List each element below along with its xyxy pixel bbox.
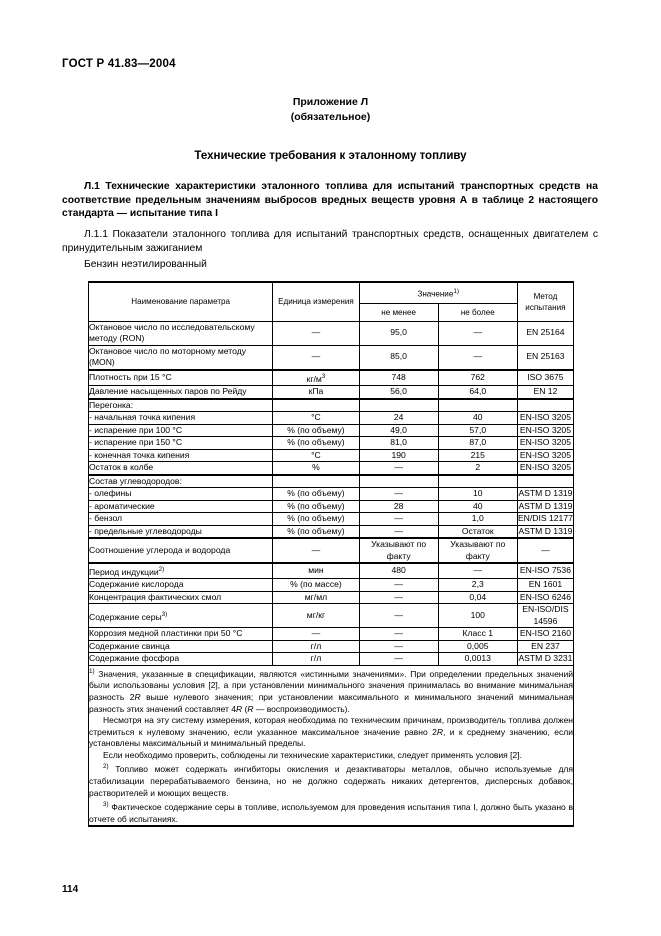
cell-method: EN-ISO 6246: [517, 591, 573, 604]
footnote-1-text: Значения, указанные в спецификации, являются «истинными значениями». При определении предельных значений были использованы условия [2], а при установлении минимального значения принималась во внимание минимальная разность 2R выше нулевого значения; при установлении максимального и минимального значений минимальная разность этих значений составляет 4R (R — воспроизводимость).: [89, 668, 574, 714]
cell-parameter-name: Период индукции$^{2)}$: [89, 563, 273, 579]
cell-min: 28: [359, 500, 438, 513]
table-row: [89, 538, 574, 563]
cell-method: EN-ISO 2160: [517, 628, 573, 641]
cell-method: ASTM D 3231: [518, 653, 573, 664]
cell-max: 2: [438, 462, 517, 475]
cell-min: —: [359, 628, 438, 641]
header-max: не более: [438, 303, 517, 321]
cell-min: 56,0: [359, 386, 438, 399]
cell-unit: мг/кг: [273, 604, 359, 628]
table-row: [89, 628, 574, 641]
footnote-2: [89, 761, 573, 799]
cell-max: 100: [438, 604, 517, 628]
cell-max: 0,0013: [438, 653, 517, 666]
cell-parameter-name: - испарение при 150 °C: [89, 437, 273, 450]
cell-min: 49,0: [359, 424, 438, 437]
cell-min: 85,0: [359, 345, 438, 370]
cell-parameter-name: Концентрация фактических смол: [89, 591, 273, 604]
cell-method: EN 25164: [517, 321, 573, 345]
cell-max: [438, 399, 517, 412]
appendix-type: (обязательное): [290, 111, 371, 123]
cell-parameter-name: - ароматические: [89, 500, 273, 513]
cell-min: 24: [359, 412, 438, 425]
table-row: [89, 449, 574, 462]
cell-min: [359, 475, 438, 488]
cell-parameter-name: - конечная точка кипения: [89, 449, 273, 462]
cell-max: 0,005: [438, 640, 517, 653]
cell-parameter-name: Перегонка:: [89, 399, 273, 412]
table-row: [89, 399, 574, 412]
cell-min: —: [359, 579, 438, 592]
table-row: [89, 386, 574, 399]
table-row: [89, 563, 574, 579]
cell-max: 762: [438, 370, 517, 386]
header-name: Наименование параметра: [89, 282, 273, 321]
cell-unit: [273, 475, 359, 488]
page-number: 114: [62, 884, 79, 895]
cell-parameter-name: Содержание кислорода: [89, 579, 273, 592]
cell-parameter-name: Плотность при 15 °C: [89, 370, 273, 386]
cell-method: EN-ISO 3205: [517, 412, 573, 425]
cell-min: 95,0: [359, 321, 438, 345]
cell-unit: % (по объему): [273, 437, 359, 450]
cell-method: EN-ISO 3205: [517, 437, 573, 450]
cell-unit: —: [273, 345, 359, 370]
cell-min: 81,0: [359, 437, 438, 450]
paragraph-petrol: [62, 258, 598, 272]
cell-method: EN-ISO 3205: [517, 462, 573, 475]
footnotes-cell: [89, 665, 574, 826]
table-foot: [89, 665, 574, 826]
footnote-2-text: Топливо может содержать ингибиторы окисления и дезактиваторы металлов, обычно используемые для стабилизации перерабатываемого бензина, но не должно содержать никаких детергентов, дисперсных добавок, растворителей и моющих веществ.: [89, 764, 573, 798]
cell-parameter-name: - предельные углеводороды: [89, 525, 273, 538]
cell-max: 1,0: [438, 513, 517, 526]
cell-method: EN-ISO 7536: [517, 563, 573, 579]
cell-parameter-name: Давление насыщенных паров по Рейду: [89, 386, 273, 399]
cell-min: —: [359, 591, 438, 604]
table-row: [89, 424, 574, 437]
header-value-group-footnote: 1): [453, 288, 459, 295]
cell-method: ASTM D 1319: [518, 500, 573, 511]
cell-parameter-name: Коррозия медной пластинки при 50 °C: [89, 628, 273, 641]
footnote-3-text: Фактическое содержание серы в топливе, используемом для проведения испытания типа I, должно быть указано в отчете об испытаниях.: [89, 801, 573, 824]
fuel-spec-table: [88, 281, 574, 827]
cell-parameter-name: Содержание фосфора: [89, 653, 273, 666]
footnote-1-marker: 1): [89, 667, 95, 675]
footnote-1-para3: Если необходимо проверить, соблюдены ли технические характеристики, следует применять условия [2].: [103, 749, 522, 760]
table-row: [89, 591, 574, 604]
cell-method: EN 237: [517, 640, 573, 653]
footnote-1: [89, 666, 573, 715]
cell-parameter-name: Октановое число по исследовательскому методу (RON): [89, 321, 273, 345]
cell-parameter-name: - олефины: [89, 488, 273, 501]
page-title: Технические требования к эталонному топливу: [194, 150, 467, 162]
cell-parameter-name: - начальная точка кипения: [89, 412, 273, 425]
cell-unit: % (по объему): [273, 424, 359, 437]
cell-max: —: [438, 563, 517, 579]
header-method: Метод испытания: [517, 282, 573, 321]
cell-unit: г/л: [273, 640, 359, 653]
table-row: [89, 500, 574, 513]
cell-max: —: [438, 345, 517, 370]
cell-method: EN 12: [517, 386, 573, 399]
footnote-3-marker: 3): [103, 801, 109, 809]
paragraph-l11: [62, 228, 598, 255]
footnote-3: [89, 799, 573, 825]
cell-parameter-name: Содержание свинца: [89, 640, 273, 653]
cell-method: EN 25163: [517, 345, 573, 370]
cell-max: Остаток: [438, 525, 517, 538]
table-row: [89, 488, 574, 501]
table-row: [89, 345, 574, 370]
cell-method: [517, 399, 573, 412]
cell-parameter-name: Октановое число по моторному методу (MON): [89, 345, 273, 370]
header-min: не менее: [359, 303, 438, 321]
cell-max: 0,04: [438, 591, 517, 604]
table-body: [89, 321, 574, 665]
cell-footnote-marker: 3): [161, 610, 168, 618]
cell-unit: % (по массе): [273, 579, 359, 592]
header-value-group-label: Значение: [417, 289, 454, 299]
cell-unit: %: [273, 462, 359, 475]
cell-min: 190: [359, 449, 438, 462]
cell-min: —: [359, 488, 438, 501]
cell-unit: —: [273, 628, 359, 641]
cell-max: Класс 1: [438, 628, 517, 641]
appendix-heading: [0, 95, 661, 125]
cell-method: ISO 3675: [517, 370, 573, 386]
cell-max: 10: [438, 488, 517, 501]
cell-min: —: [359, 653, 438, 666]
cell-method: EN-ISO/DIS 14596: [517, 604, 573, 628]
cell-unit: °C: [273, 412, 359, 425]
cell-parameter-name: Соотношение углерода и водорода: [89, 538, 273, 563]
paragraph-petrol-text: Бензин неэтилированный: [84, 259, 207, 270]
cell-parameter-name: - испарение при 100 °C: [89, 424, 273, 437]
cell-min: —: [359, 525, 438, 538]
cell-footnote-marker: 2): [158, 566, 165, 574]
table-row: [89, 513, 574, 526]
cell-max: 64,0: [438, 386, 517, 399]
spec-table-wrapper: [88, 281, 574, 827]
table-row: [89, 525, 574, 538]
cell-min: —: [359, 604, 438, 628]
cell-unit: % (по объему): [273, 513, 359, 526]
cell-max: [438, 475, 517, 488]
cell-unit: мин: [273, 563, 359, 579]
cell-parameter-name: - бензол: [89, 513, 273, 526]
cell-method: ASTM D 1319: [517, 525, 573, 538]
footnote-2-marker: 2): [103, 763, 109, 771]
table-row: [89, 640, 574, 653]
cell-unit: кПа: [273, 386, 359, 399]
cell-max: 57,0: [438, 424, 517, 437]
table-row: [89, 475, 574, 488]
cell-unit: % (по объему): [273, 525, 359, 538]
cell-unit: мг/мл: [273, 591, 359, 604]
table-row: [89, 653, 574, 666]
cell-method: ASTM D 1319: [518, 488, 573, 499]
paragraph-l11-text: Л.1.1 Показатели эталонного топлива для испытаний транспортных средств, оснащенных двигателем с принудительным зажиганием: [62, 229, 598, 254]
cell-min: 748: [359, 370, 438, 386]
cell-max: 40: [438, 500, 517, 513]
cell-min: [359, 399, 438, 412]
cell-unit: г/л: [273, 653, 359, 666]
cell-unit: [273, 399, 359, 412]
footnotes-row: [89, 665, 574, 826]
table-row: [89, 437, 574, 450]
table-head: [89, 282, 574, 321]
table-row: [89, 412, 574, 425]
cell-unit: кг/м$^3$: [273, 370, 359, 386]
header-unit: Единица измерения: [273, 282, 359, 321]
cell-min: 480: [359, 563, 438, 579]
cell-unit: °C: [273, 449, 359, 462]
cell-min: —: [359, 640, 438, 653]
cell-unit: % (по объему): [273, 488, 359, 501]
footnote-1-para2: Несмотря на эту систему измерения, которая необходима по техническим причинам, производитель топлива должен стремиться к нулевому значению, если указанное максимальное значение равно 2R, и к среднему значению, если установлены максимальный и минимальный пределы.: [89, 715, 573, 749]
cell-max: 40: [438, 412, 517, 425]
cell-method: EN/DIS 12177: [517, 513, 573, 524]
cell-unit: —: [273, 538, 359, 563]
cell-unit: —: [273, 321, 359, 345]
cell-min: —: [359, 462, 438, 475]
header-row-1: [89, 282, 574, 303]
table-row: [89, 321, 574, 345]
cell-method: —: [517, 538, 573, 563]
standard-code-header: ГОСТ Р 41.83—2004: [62, 58, 176, 70]
cell-max: Указывают по факту: [438, 538, 517, 563]
cell-max: 87,0: [438, 437, 517, 450]
table-row: [89, 579, 574, 592]
cell-max: —: [438, 321, 517, 345]
table-row: [89, 604, 574, 628]
cell-max: 215: [438, 449, 517, 462]
paragraph-l1-text: Л.1 Технические характеристики эталонного топлива для испытаний транспортных средств на соответствие предельным значениям выбросов вредных веществ уровня А в таблице 2 настоящего стандарта — испытание типа I: [62, 181, 598, 220]
cell-method: [517, 475, 573, 488]
cell-parameter-name: Состав углеводородов:: [89, 475, 273, 488]
cell-unit: % (по объему): [273, 500, 359, 513]
cell-max: 2,3: [438, 579, 517, 592]
cell-method: EN 1601: [517, 579, 573, 592]
cell-method: EN-ISO 3205: [517, 424, 573, 437]
cell-min: Указывают по факту: [359, 538, 438, 563]
cell-parameter-name: Остаток в колбе: [89, 462, 273, 475]
cell-min: —: [359, 513, 438, 526]
cell-parameter-name: Содержание серы$^{3)}$: [89, 604, 273, 628]
table-row: [89, 370, 574, 386]
table-row: [89, 462, 574, 475]
header-value-group: [359, 282, 517, 303]
appendix-label: Приложение Л: [292, 96, 369, 108]
paragraph-l1: [62, 180, 598, 221]
cell-unit-exponent: 3: [321, 372, 326, 380]
cell-method: EN-ISO 3205: [517, 449, 573, 462]
